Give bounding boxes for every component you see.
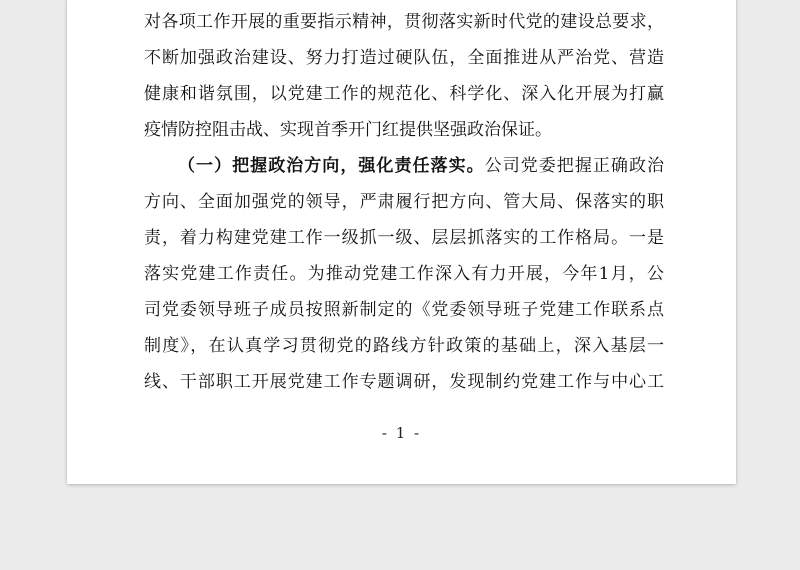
text-line: 线、干部职工开展党建工作专题调研，发现制约党建工作与中心工 [144,372,664,392]
text-line: 疫情防控阻击战、实现首季开门红提供坚强政治保证。 [144,120,552,140]
text-line: 司党委领导班子成员按照新制定的《党委领导班子党建工作联系点 [144,300,664,320]
section-heading: （一）把握政治方向，强化责任落实。 [178,156,485,176]
text-line: 对各项工作开展的重要指示精神，贯彻落实新时代党的建设总要求， [144,12,664,32]
text-line: 责，着力构建党建工作一级抓一级、层层抓落实的工作格局。一是 [144,228,664,248]
text-line: 方向、全面加强党的领导，严肃履行把方向、管大局、保落实的职 [144,192,664,212]
text-line: 健康和谐氛围，以党建工作的规范化、科学化、深入化开展为打赢 [144,84,664,104]
text-line: 不断加强政治建设、努力打造过硬队伍，全面推进从严治党、营造 [144,48,664,68]
section-first-line-text: 公司党委把握正确政治 [484,156,665,176]
text-line: 落实党建工作责任。为推动党建工作深入有力开展，今年1月，公 [144,264,664,284]
document-page [67,0,736,484]
section-first-line [144,148,664,184]
body-text [144,4,664,400]
text-line: 制度》，在认真学习贯彻党的路线方针政策的基础上，深入基层一 [144,336,664,356]
page-number: - 1 - [381,424,422,442]
